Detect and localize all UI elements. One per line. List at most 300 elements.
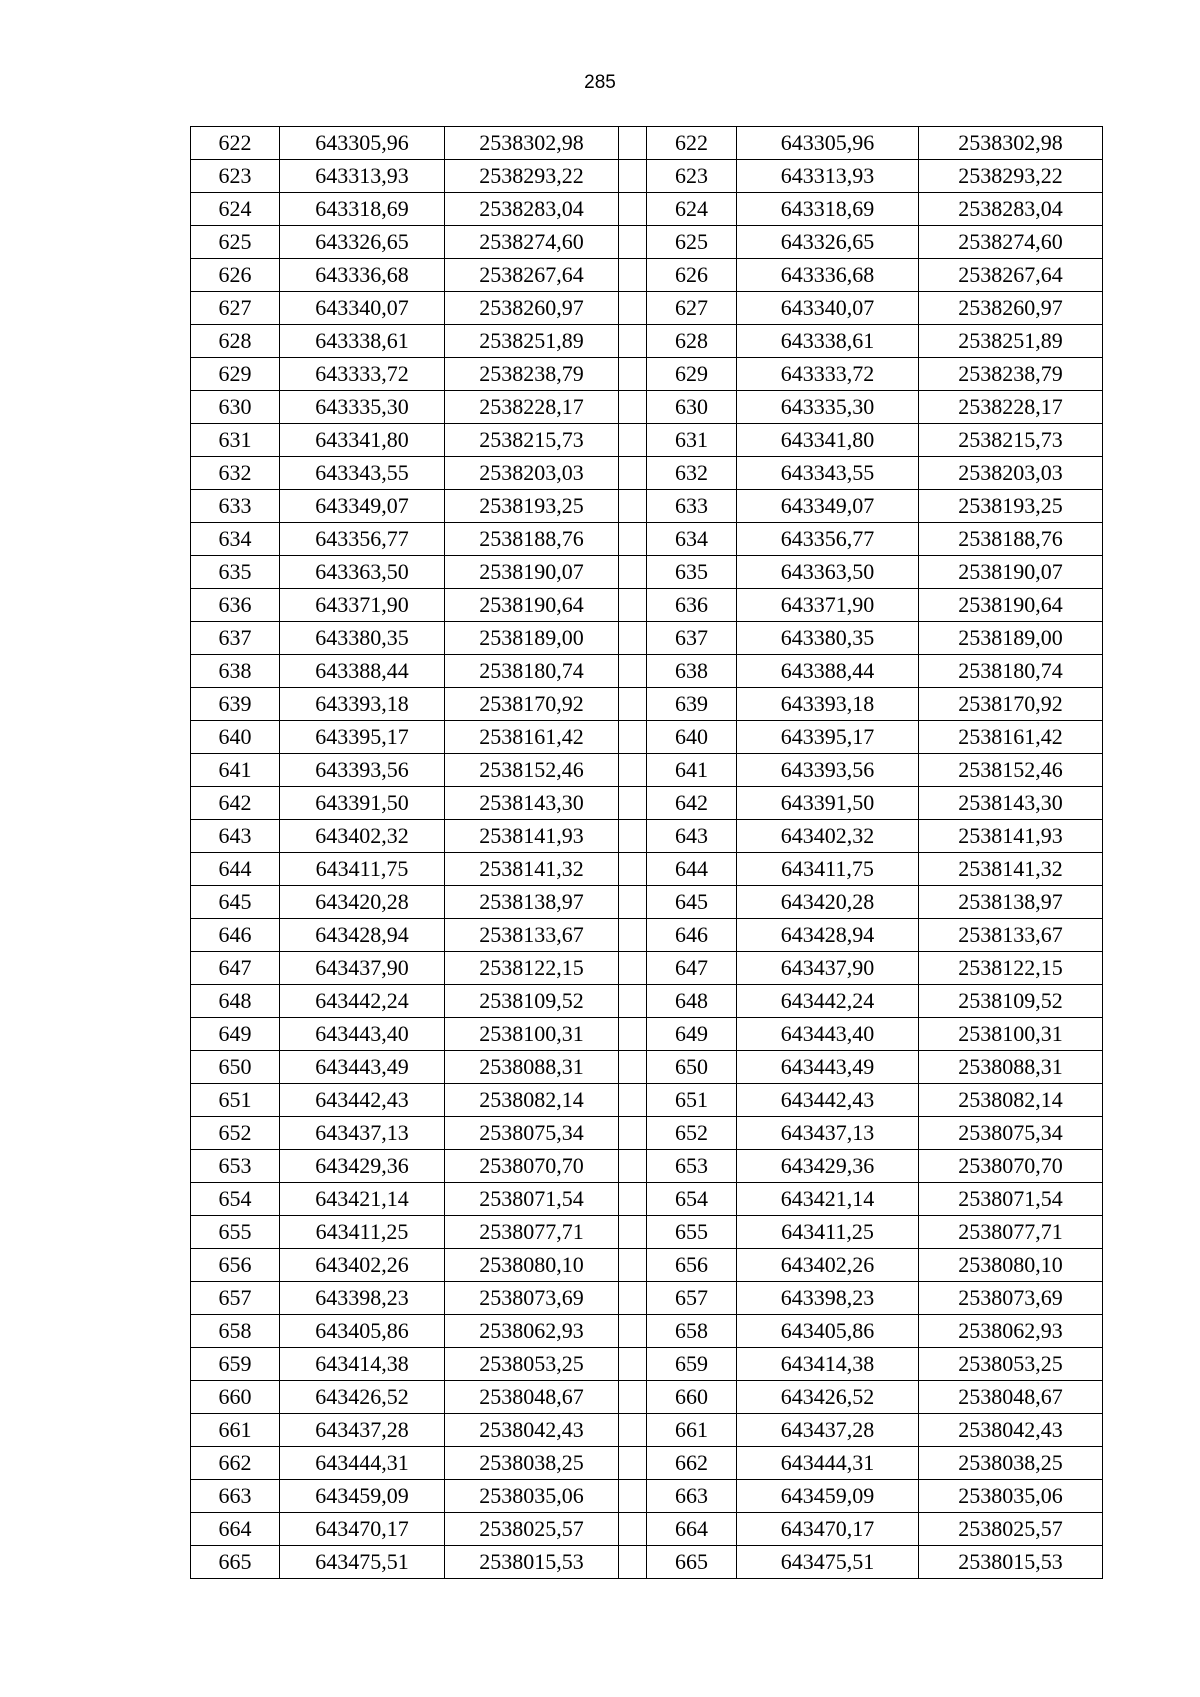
y-coordinate-cell: 2538080,10 <box>445 1249 619 1282</box>
point-number-cell: 647 <box>191 952 280 985</box>
y-coordinate-cell: 2538035,06 <box>919 1480 1103 1513</box>
y-coordinate-cell: 2538238,79 <box>919 358 1103 391</box>
y-coordinate-cell: 2538070,70 <box>445 1150 619 1183</box>
x-coordinate-cell: 643363,50 <box>737 556 919 589</box>
x-coordinate-cell: 643420,28 <box>280 886 445 919</box>
point-number-cell: 636 <box>647 589 737 622</box>
table-row <box>191 1216 1103 1249</box>
point-number-cell: 662 <box>647 1447 737 1480</box>
point-number-cell: 650 <box>191 1051 280 1084</box>
separator-cell <box>619 1249 647 1282</box>
separator-cell <box>619 754 647 787</box>
x-coordinate-cell: 643402,32 <box>737 820 919 853</box>
separator-cell <box>619 1183 647 1216</box>
point-number-cell: 656 <box>191 1249 280 1282</box>
x-coordinate-cell: 643318,69 <box>737 193 919 226</box>
table-row <box>191 391 1103 424</box>
y-coordinate-cell: 2538193,25 <box>445 490 619 523</box>
coordinates-table-body <box>191 127 1103 1579</box>
separator-cell <box>619 490 647 523</box>
x-coordinate-cell: 643398,23 <box>280 1282 445 1315</box>
separator-cell <box>619 325 647 358</box>
x-coordinate-cell: 643335,30 <box>737 391 919 424</box>
table-row <box>191 1513 1103 1546</box>
point-number-cell: 640 <box>191 721 280 754</box>
x-coordinate-cell: 643393,56 <box>737 754 919 787</box>
table-row <box>191 127 1103 160</box>
point-number-cell: 630 <box>647 391 737 424</box>
separator-cell <box>619 226 647 259</box>
point-number-cell: 650 <box>647 1051 737 1084</box>
x-coordinate-cell: 643459,09 <box>737 1480 919 1513</box>
x-coordinate-cell: 643349,07 <box>280 490 445 523</box>
y-coordinate-cell: 2538077,71 <box>445 1216 619 1249</box>
y-coordinate-cell: 2538015,53 <box>919 1546 1103 1579</box>
table-row <box>191 1183 1103 1216</box>
separator-cell <box>619 1513 647 1546</box>
x-coordinate-cell: 643391,50 <box>280 787 445 820</box>
x-coordinate-cell: 643475,51 <box>280 1546 445 1579</box>
table-row <box>191 424 1103 457</box>
point-number-cell: 625 <box>647 226 737 259</box>
x-coordinate-cell: 643380,35 <box>737 622 919 655</box>
y-coordinate-cell: 2538038,25 <box>445 1447 619 1480</box>
separator-cell <box>619 1282 647 1315</box>
point-number-cell: 630 <box>191 391 280 424</box>
y-coordinate-cell: 2538100,31 <box>919 1018 1103 1051</box>
x-coordinate-cell: 643343,55 <box>280 457 445 490</box>
point-number-cell: 623 <box>191 160 280 193</box>
x-coordinate-cell: 643343,55 <box>737 457 919 490</box>
point-number-cell: 665 <box>647 1546 737 1579</box>
x-coordinate-cell: 643426,52 <box>737 1381 919 1414</box>
point-number-cell: 638 <box>647 655 737 688</box>
x-coordinate-cell: 643341,80 <box>737 424 919 457</box>
x-coordinate-cell: 643405,86 <box>737 1315 919 1348</box>
y-coordinate-cell: 2538193,25 <box>919 490 1103 523</box>
x-coordinate-cell: 643411,75 <box>280 853 445 886</box>
x-coordinate-cell: 643333,72 <box>737 358 919 391</box>
y-coordinate-cell: 2538077,71 <box>919 1216 1103 1249</box>
x-coordinate-cell: 643336,68 <box>280 259 445 292</box>
y-coordinate-cell: 2538082,14 <box>919 1084 1103 1117</box>
y-coordinate-cell: 2538260,97 <box>445 292 619 325</box>
x-coordinate-cell: 643443,40 <box>280 1018 445 1051</box>
separator-cell <box>619 853 647 886</box>
separator-cell <box>619 787 647 820</box>
x-coordinate-cell: 643391,50 <box>737 787 919 820</box>
y-coordinate-cell: 2538302,98 <box>919 127 1103 160</box>
y-coordinate-cell: 2538161,42 <box>445 721 619 754</box>
point-number-cell: 624 <box>191 193 280 226</box>
point-number-cell: 649 <box>191 1018 280 1051</box>
point-number-cell: 632 <box>191 457 280 490</box>
x-coordinate-cell: 643470,17 <box>280 1513 445 1546</box>
point-number-cell: 637 <box>647 622 737 655</box>
x-coordinate-cell: 643388,44 <box>280 655 445 688</box>
y-coordinate-cell: 2538042,43 <box>919 1414 1103 1447</box>
x-coordinate-cell: 643388,44 <box>737 655 919 688</box>
table-row <box>191 1546 1103 1579</box>
separator-cell <box>619 1084 647 1117</box>
y-coordinate-cell: 2538073,69 <box>445 1282 619 1315</box>
point-number-cell: 639 <box>191 688 280 721</box>
x-coordinate-cell: 643405,86 <box>280 1315 445 1348</box>
separator-cell <box>619 457 647 490</box>
separator-cell <box>619 1381 647 1414</box>
y-coordinate-cell: 2538189,00 <box>445 622 619 655</box>
separator-cell <box>619 358 647 391</box>
coordinates-table <box>190 126 1103 1579</box>
point-number-cell: 629 <box>647 358 737 391</box>
x-coordinate-cell: 643398,23 <box>737 1282 919 1315</box>
point-number-cell: 636 <box>191 589 280 622</box>
x-coordinate-cell: 643380,35 <box>280 622 445 655</box>
x-coordinate-cell: 643393,18 <box>737 688 919 721</box>
y-coordinate-cell: 2538015,53 <box>445 1546 619 1579</box>
point-number-cell: 638 <box>191 655 280 688</box>
x-coordinate-cell: 643333,72 <box>280 358 445 391</box>
table-row <box>191 457 1103 490</box>
point-number-cell: 627 <box>647 292 737 325</box>
x-coordinate-cell: 643414,38 <box>280 1348 445 1381</box>
y-coordinate-cell: 2538190,64 <box>919 589 1103 622</box>
y-coordinate-cell: 2538035,06 <box>445 1480 619 1513</box>
separator-cell <box>619 259 647 292</box>
y-coordinate-cell: 2538138,97 <box>919 886 1103 919</box>
point-number-cell: 627 <box>191 292 280 325</box>
point-number-cell: 643 <box>191 820 280 853</box>
point-number-cell: 654 <box>191 1183 280 1216</box>
point-number-cell: 645 <box>191 886 280 919</box>
y-coordinate-cell: 2538042,43 <box>445 1414 619 1447</box>
point-number-cell: 623 <box>647 160 737 193</box>
x-coordinate-cell: 643305,96 <box>280 127 445 160</box>
y-coordinate-cell: 2538025,57 <box>919 1513 1103 1546</box>
x-coordinate-cell: 643442,43 <box>280 1084 445 1117</box>
y-coordinate-cell: 2538062,93 <box>919 1315 1103 1348</box>
table-row <box>191 688 1103 721</box>
point-number-cell: 662 <box>191 1447 280 1480</box>
y-coordinate-cell: 2538170,92 <box>919 688 1103 721</box>
point-number-cell: 643 <box>647 820 737 853</box>
x-coordinate-cell: 643437,13 <box>280 1117 445 1150</box>
point-number-cell: 656 <box>647 1249 737 1282</box>
point-number-cell: 624 <box>647 193 737 226</box>
point-number-cell: 660 <box>191 1381 280 1414</box>
table-row <box>191 490 1103 523</box>
point-number-cell: 635 <box>647 556 737 589</box>
x-coordinate-cell: 643356,77 <box>737 523 919 556</box>
y-coordinate-cell: 2538180,74 <box>919 655 1103 688</box>
separator-cell <box>619 160 647 193</box>
x-coordinate-cell: 643411,25 <box>280 1216 445 1249</box>
x-coordinate-cell: 643443,49 <box>737 1051 919 1084</box>
x-coordinate-cell: 643475,51 <box>737 1546 919 1579</box>
y-coordinate-cell: 2538062,93 <box>445 1315 619 1348</box>
y-coordinate-cell: 2538228,17 <box>919 391 1103 424</box>
x-coordinate-cell: 643442,43 <box>737 1084 919 1117</box>
y-coordinate-cell: 2538143,30 <box>919 787 1103 820</box>
separator-cell <box>619 1480 647 1513</box>
table-row <box>191 1414 1103 1447</box>
y-coordinate-cell: 2538293,22 <box>919 160 1103 193</box>
table-row <box>191 160 1103 193</box>
point-number-cell: 653 <box>647 1150 737 1183</box>
point-number-cell: 663 <box>647 1480 737 1513</box>
separator-cell <box>619 655 647 688</box>
point-number-cell: 634 <box>647 523 737 556</box>
point-number-cell: 659 <box>191 1348 280 1381</box>
separator-cell <box>619 556 647 589</box>
y-coordinate-cell: 2538267,64 <box>919 259 1103 292</box>
table-row <box>191 1447 1103 1480</box>
point-number-cell: 634 <box>191 523 280 556</box>
y-coordinate-cell: 2538075,34 <box>919 1117 1103 1150</box>
separator-cell <box>619 1216 647 1249</box>
table-row <box>191 952 1103 985</box>
x-coordinate-cell: 643326,65 <box>737 226 919 259</box>
x-coordinate-cell: 643428,94 <box>280 919 445 952</box>
point-number-cell: 622 <box>647 127 737 160</box>
y-coordinate-cell: 2538274,60 <box>445 226 619 259</box>
point-number-cell: 628 <box>647 325 737 358</box>
point-number-cell: 648 <box>191 985 280 1018</box>
separator-cell <box>619 1315 647 1348</box>
table-row <box>191 1315 1103 1348</box>
table-row <box>191 1018 1103 1051</box>
point-number-cell: 642 <box>191 787 280 820</box>
y-coordinate-cell: 2538215,73 <box>445 424 619 457</box>
separator-cell <box>619 424 647 457</box>
separator-cell <box>619 193 647 226</box>
y-coordinate-cell: 2538141,32 <box>919 853 1103 886</box>
x-coordinate-cell: 643336,68 <box>737 259 919 292</box>
point-number-cell: 637 <box>191 622 280 655</box>
y-coordinate-cell: 2538048,67 <box>919 1381 1103 1414</box>
x-coordinate-cell: 643426,52 <box>280 1381 445 1414</box>
table-row <box>191 523 1103 556</box>
x-coordinate-cell: 643313,93 <box>737 160 919 193</box>
table-row <box>191 1282 1103 1315</box>
separator-cell <box>619 1414 647 1447</box>
x-coordinate-cell: 643437,13 <box>737 1117 919 1150</box>
x-coordinate-cell: 643421,14 <box>737 1183 919 1216</box>
y-coordinate-cell: 2538203,03 <box>445 457 619 490</box>
y-coordinate-cell: 2538100,31 <box>445 1018 619 1051</box>
table-row <box>191 1084 1103 1117</box>
point-number-cell: 632 <box>647 457 737 490</box>
separator-cell <box>619 622 647 655</box>
separator-cell <box>619 1051 647 1084</box>
x-coordinate-cell: 643429,36 <box>280 1150 445 1183</box>
separator-cell <box>619 952 647 985</box>
x-coordinate-cell: 643371,90 <box>737 589 919 622</box>
y-coordinate-cell: 2538133,67 <box>919 919 1103 952</box>
table-row <box>191 787 1103 820</box>
y-coordinate-cell: 2538048,67 <box>445 1381 619 1414</box>
x-coordinate-cell: 643442,24 <box>280 985 445 1018</box>
y-coordinate-cell: 2538283,04 <box>445 193 619 226</box>
y-coordinate-cell: 2538190,64 <box>445 589 619 622</box>
y-coordinate-cell: 2538053,25 <box>445 1348 619 1381</box>
x-coordinate-cell: 643443,40 <box>737 1018 919 1051</box>
y-coordinate-cell: 2538190,07 <box>445 556 619 589</box>
x-coordinate-cell: 643313,93 <box>280 160 445 193</box>
point-number-cell: 653 <box>191 1150 280 1183</box>
y-coordinate-cell: 2538138,97 <box>445 886 619 919</box>
point-number-cell: 665 <box>191 1546 280 1579</box>
y-coordinate-cell: 2538203,03 <box>919 457 1103 490</box>
separator-cell <box>619 1150 647 1183</box>
x-coordinate-cell: 643443,49 <box>280 1051 445 1084</box>
y-coordinate-cell: 2538073,69 <box>919 1282 1103 1315</box>
y-coordinate-cell: 2538283,04 <box>919 193 1103 226</box>
y-coordinate-cell: 2538038,25 <box>919 1447 1103 1480</box>
point-number-cell: 642 <box>647 787 737 820</box>
x-coordinate-cell: 643444,31 <box>280 1447 445 1480</box>
separator-cell <box>619 820 647 853</box>
point-number-cell: 631 <box>647 424 737 457</box>
separator-cell <box>619 1018 647 1051</box>
y-coordinate-cell: 2538189,00 <box>919 622 1103 655</box>
separator-cell <box>619 391 647 424</box>
table-row <box>191 886 1103 919</box>
point-number-cell: 646 <box>647 919 737 952</box>
x-coordinate-cell: 643437,90 <box>737 952 919 985</box>
y-coordinate-cell: 2538267,64 <box>445 259 619 292</box>
x-coordinate-cell: 643318,69 <box>280 193 445 226</box>
y-coordinate-cell: 2538152,46 <box>445 754 619 787</box>
separator-cell <box>619 886 647 919</box>
x-coordinate-cell: 643437,28 <box>737 1414 919 1447</box>
y-coordinate-cell: 2538088,31 <box>445 1051 619 1084</box>
x-coordinate-cell: 643421,14 <box>280 1183 445 1216</box>
x-coordinate-cell: 643349,07 <box>737 490 919 523</box>
y-coordinate-cell: 2538071,54 <box>445 1183 619 1216</box>
x-coordinate-cell: 643442,24 <box>737 985 919 1018</box>
y-coordinate-cell: 2538293,22 <box>445 160 619 193</box>
point-number-cell: 660 <box>647 1381 737 1414</box>
y-coordinate-cell: 2538133,67 <box>445 919 619 952</box>
point-number-cell: 622 <box>191 127 280 160</box>
table-row <box>191 589 1103 622</box>
point-number-cell: 644 <box>191 853 280 886</box>
x-coordinate-cell: 643338,61 <box>280 325 445 358</box>
y-coordinate-cell: 2538180,74 <box>445 655 619 688</box>
separator-cell <box>619 1348 647 1381</box>
point-number-cell: 652 <box>647 1117 737 1150</box>
y-coordinate-cell: 2538075,34 <box>445 1117 619 1150</box>
x-coordinate-cell: 643459,09 <box>280 1480 445 1513</box>
table-row <box>191 919 1103 952</box>
separator-cell <box>619 589 647 622</box>
table-row <box>191 622 1103 655</box>
table-row <box>191 556 1103 589</box>
separator-cell <box>619 292 647 325</box>
y-coordinate-cell: 2538215,73 <box>919 424 1103 457</box>
table-row <box>191 1051 1103 1084</box>
y-coordinate-cell: 2538260,97 <box>919 292 1103 325</box>
point-number-cell: 648 <box>647 985 737 1018</box>
table-row <box>191 655 1103 688</box>
x-coordinate-cell: 643340,07 <box>737 292 919 325</box>
table-row <box>191 721 1103 754</box>
separator-cell <box>619 721 647 754</box>
page-number: 285 <box>584 72 616 93</box>
table-row <box>191 754 1103 787</box>
x-coordinate-cell: 643393,18 <box>280 688 445 721</box>
y-coordinate-cell: 2538251,89 <box>919 325 1103 358</box>
point-number-cell: 664 <box>647 1513 737 1546</box>
point-number-cell: 626 <box>647 259 737 292</box>
x-coordinate-cell: 643338,61 <box>737 325 919 358</box>
y-coordinate-cell: 2538188,76 <box>445 523 619 556</box>
table-row <box>191 1480 1103 1513</box>
x-coordinate-cell: 643395,17 <box>737 721 919 754</box>
table-row <box>191 853 1103 886</box>
y-coordinate-cell: 2538170,92 <box>445 688 619 721</box>
x-coordinate-cell: 643341,80 <box>280 424 445 457</box>
point-number-cell: 646 <box>191 919 280 952</box>
y-coordinate-cell: 2538251,89 <box>445 325 619 358</box>
x-coordinate-cell: 643371,90 <box>280 589 445 622</box>
x-coordinate-cell: 643305,96 <box>737 127 919 160</box>
point-number-cell: 641 <box>647 754 737 787</box>
y-coordinate-cell: 2538109,52 <box>919 985 1103 1018</box>
table-row <box>191 985 1103 1018</box>
point-number-cell: 644 <box>647 853 737 886</box>
point-number-cell: 654 <box>647 1183 737 1216</box>
x-coordinate-cell: 643411,75 <box>737 853 919 886</box>
y-coordinate-cell: 2538141,32 <box>445 853 619 886</box>
y-coordinate-cell: 2538122,15 <box>919 952 1103 985</box>
point-number-cell: 639 <box>647 688 737 721</box>
separator-cell <box>619 1546 647 1579</box>
separator-cell <box>619 1117 647 1150</box>
y-coordinate-cell: 2538141,93 <box>919 820 1103 853</box>
x-coordinate-cell: 643414,38 <box>737 1348 919 1381</box>
point-number-cell: 633 <box>647 490 737 523</box>
x-coordinate-cell: 643402,26 <box>737 1249 919 1282</box>
point-number-cell: 655 <box>647 1216 737 1249</box>
x-coordinate-cell: 643411,25 <box>737 1216 919 1249</box>
point-number-cell: 661 <box>191 1414 280 1447</box>
separator-cell <box>619 127 647 160</box>
x-coordinate-cell: 643393,56 <box>280 754 445 787</box>
point-number-cell: 629 <box>191 358 280 391</box>
y-coordinate-cell: 2538071,54 <box>919 1183 1103 1216</box>
y-coordinate-cell: 2538152,46 <box>919 754 1103 787</box>
point-number-cell: 633 <box>191 490 280 523</box>
table-row <box>191 1249 1103 1282</box>
x-coordinate-cell: 643437,28 <box>280 1414 445 1447</box>
y-coordinate-cell: 2538088,31 <box>919 1051 1103 1084</box>
point-number-cell: 661 <box>647 1414 737 1447</box>
separator-cell <box>619 985 647 1018</box>
y-coordinate-cell: 2538141,93 <box>445 820 619 853</box>
table-row <box>191 1348 1103 1381</box>
y-coordinate-cell: 2538161,42 <box>919 721 1103 754</box>
x-coordinate-cell: 643470,17 <box>737 1513 919 1546</box>
table-row <box>191 259 1103 292</box>
table-row <box>191 325 1103 358</box>
y-coordinate-cell: 2538053,25 <box>919 1348 1103 1381</box>
separator-cell <box>619 919 647 952</box>
y-coordinate-cell: 2538080,10 <box>919 1249 1103 1282</box>
table-row <box>191 226 1103 259</box>
x-coordinate-cell: 643429,36 <box>737 1150 919 1183</box>
